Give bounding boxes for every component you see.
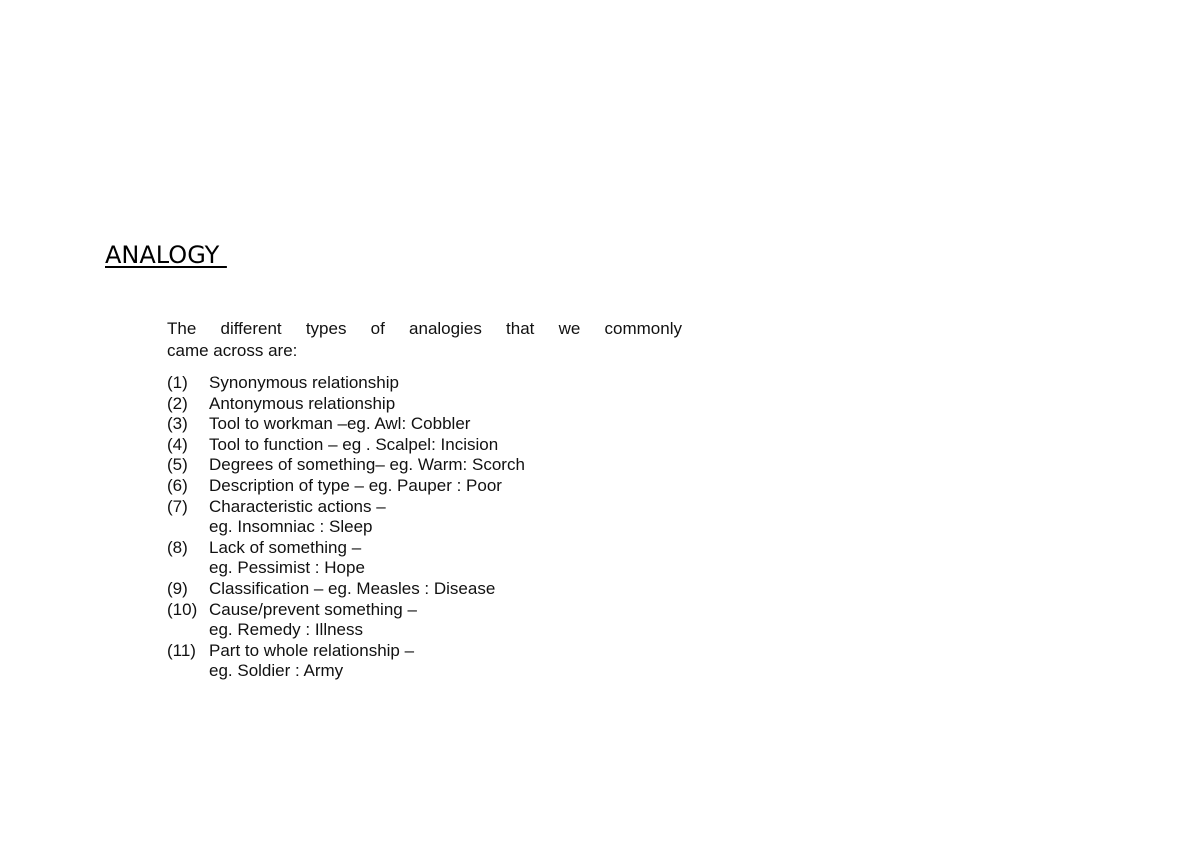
item-line: Lack of something –: [209, 537, 362, 557]
item-text: [209, 435, 707, 456]
item-text: [209, 476, 707, 497]
item-number: (5): [167, 455, 188, 475]
list-item: [167, 414, 707, 435]
item-text: [209, 394, 707, 415]
list-item: [167, 373, 707, 394]
intro-line-2: came across are:: [167, 341, 298, 360]
item-text: [209, 579, 707, 600]
intro-paragraph: [167, 318, 707, 362]
item-text: [209, 373, 707, 394]
item-text: [209, 538, 707, 579]
item-line: Classification – eg. Measles : Disease: [209, 578, 496, 598]
list-item: [167, 476, 707, 497]
item-number: (10): [167, 599, 198, 619]
item-line: Part to whole relationship –: [209, 640, 415, 660]
item-number: (11): [167, 640, 196, 660]
item-example-line: eg. Insomniac : Sleep: [209, 517, 373, 537]
list-item: [167, 394, 707, 415]
item-number: (3): [167, 414, 188, 434]
item-line: Tool to function – eg . Scalpel: Incision: [209, 434, 499, 454]
item-line: Characteristic actions –: [209, 496, 386, 516]
item-text: [209, 497, 707, 538]
list-item: [167, 455, 707, 476]
list-item: [167, 600, 707, 641]
list-item: [167, 579, 707, 600]
page-heading: ANALOGY: [105, 241, 227, 269]
item-example-line: eg. Pessimist : Hope: [209, 558, 365, 578]
item-text: [209, 414, 707, 435]
intro-line-1: The different types of analogies that we commonly: [167, 319, 682, 338]
item-number: (4): [167, 434, 188, 454]
item-text: [209, 641, 707, 682]
item-number: (6): [167, 475, 188, 495]
item-line: Tool to workman –eg. Awl: Cobbler: [209, 414, 471, 434]
item-number: (8): [167, 537, 188, 557]
item-number: (9): [167, 578, 188, 598]
item-example-line: eg. Soldier : Army: [209, 661, 344, 681]
item-line: Description of type – eg. Pauper : Poor: [209, 475, 502, 495]
analogy-types-block: [167, 318, 707, 682]
list-item: [167, 641, 707, 682]
list-item: [167, 497, 707, 538]
item-number: (2): [167, 393, 188, 413]
item-text: [209, 600, 707, 641]
item-example-line: eg. Remedy : Illness: [209, 620, 364, 640]
list-item: [167, 435, 707, 456]
item-text: [209, 455, 707, 476]
item-line: Antonymous relationship: [209, 393, 396, 413]
analogy-types-list: [167, 373, 707, 682]
item-number: (7): [167, 496, 188, 516]
list-item: [167, 538, 707, 579]
item-number: (1): [167, 373, 188, 392]
item-line: Degrees of something– eg. Warm: Scorch: [209, 455, 525, 475]
item-line: Synonymous relationship: [209, 373, 399, 392]
item-line: Cause/prevent something –: [209, 599, 417, 619]
